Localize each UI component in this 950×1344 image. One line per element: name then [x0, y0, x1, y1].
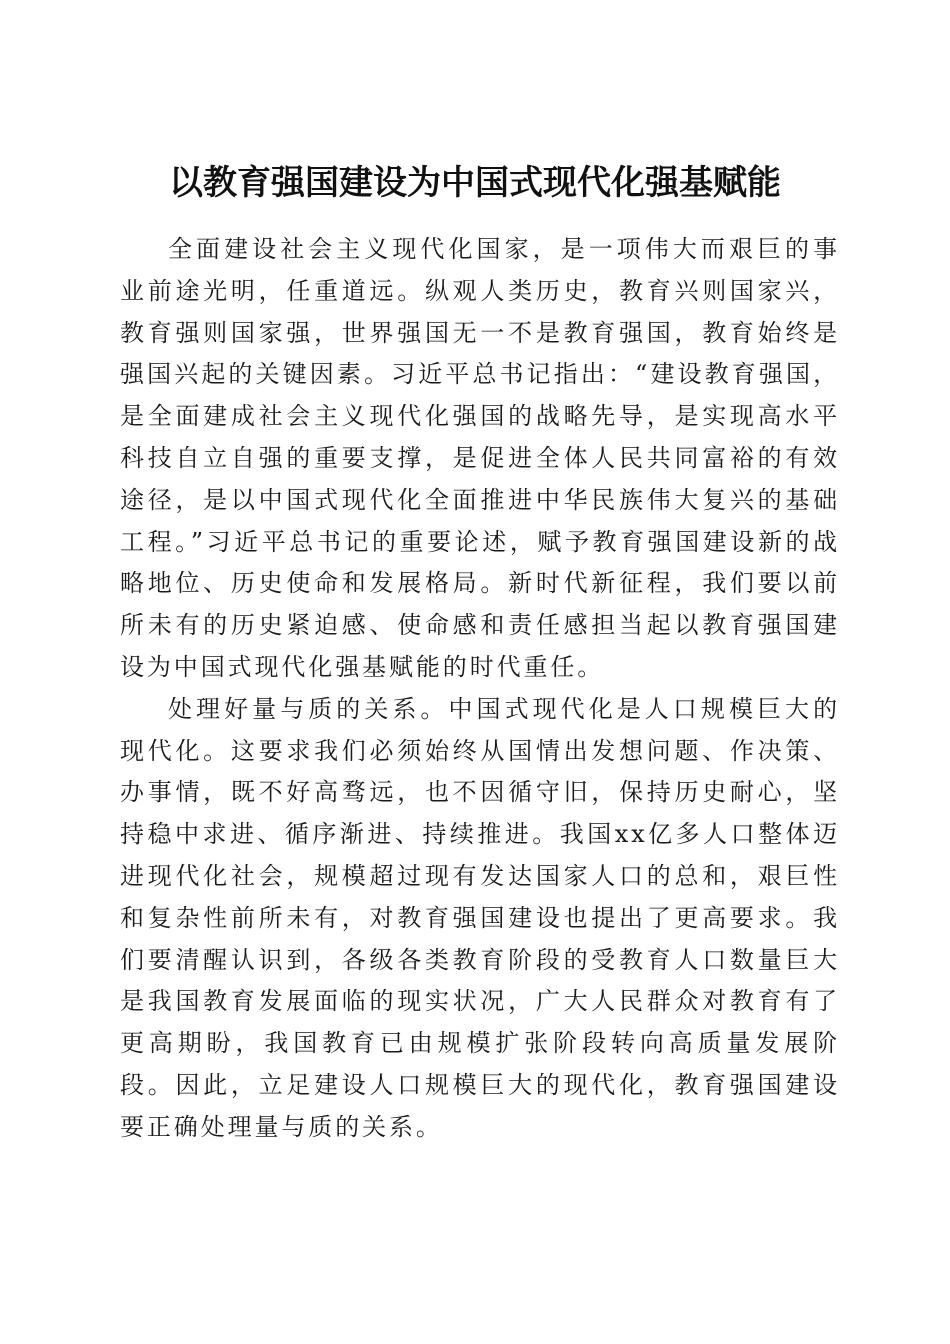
document-body — [120, 229, 840, 1149]
document-title: 以教育强国建设为中国式现代化强基赋能 — [169, 162, 781, 203]
paragraph-1: 全面建设社会主义现代化国家，是一项伟大而艰巨的事业前途光明，任重道远。纵观人类历史，教育兴则国家兴，教育强则国家强，世界强国无一不是教育强国，教育始终是强国兴起的关键因素。习近平总书记指出：“建设教育强国，是全面建成社会主义现代化强国的战略先导，是实现高水平科技自立自强的重要支撑，是促进全体人民共同富裕的有效途径，是以中国式现代化全面推进中华民族伟大复兴的基础工程。”习近平总书记的重要论述，赋予教育强国建设新的战略地位、历史使命和发展格局。新时代新征程，我们要以前所未有的历史紧迫感、使命感和责任感担当起以教育强国建设为中国式现代化强基赋能的时代重任。 — [120, 235, 840, 681]
paragraph-2: 处理好量与质的关系。中国式现代化是人口规模巨大的现代化。这要求我们必须始终从国情出发想问题、作决策、办事情，既不好高骛远，也不因循守旧，保持历史耐心，坚持稳中求进、循序渐进、持续推进。我国xx亿多人口整体迈进现代化社会，规模超过现有发达国家人口的总和，艰巨性和复杂性前所未有，对教育强国建设也提出了更高要求。我们要清醒认识到，各级各类教育阶段的受教育人口数量巨大是我国教育发展面临的现实状况，广大人民群众对教育有了更高期盼，我国教育已由规模扩张阶段转向高质量发展阶段。因此，立足建设人口规模巨大的现代化，教育强国建设要正确处理量与质的关系。 — [120, 694, 840, 1141]
